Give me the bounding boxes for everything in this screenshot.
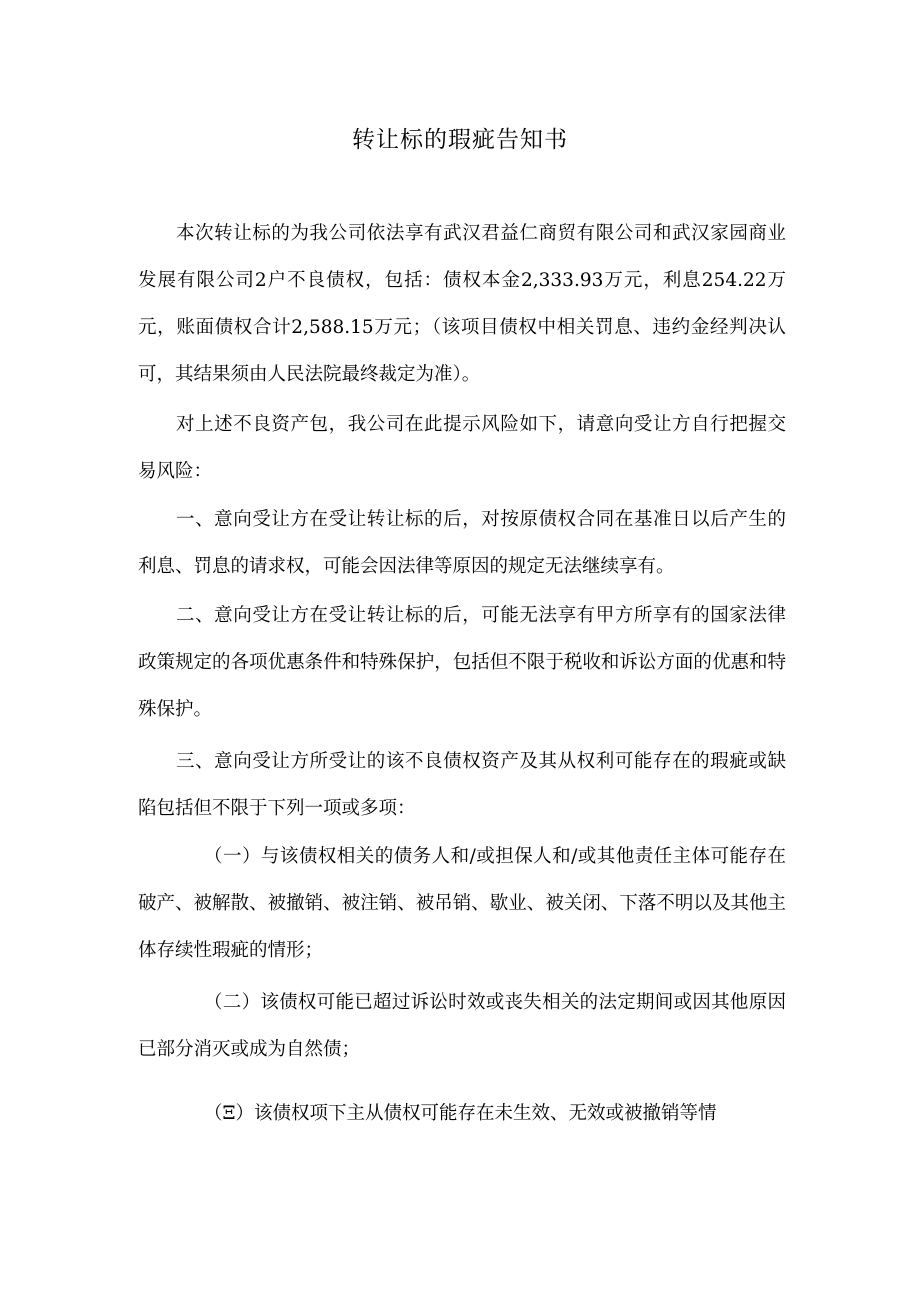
paragraph-subitem-1: （一）与该债权相关的债务人和/或担保人和/或其他责任主体可能存在破产、被解散、被撤销、被注销、被吊销、歇业、被关闭、下落不明以及其他主体存续性瑕疵的情形； bbox=[138, 846, 786, 961]
paragraph-risk-notice: 对上述不良资产包，我公司在此提示风险如下，请意向受让方自行把握交易风险： bbox=[138, 414, 786, 482]
paragraph-intro: 本次转让标的为我公司依法享有武汉君益仁商贸有限公司和武汉家园商业发展有限公司2户不良债权，包括：债权本金2,333.93万元，利息254.22万元，账面债权合计2,588.15万元；（该项目债权中相关罚息、违约金经判决认可，其结果须由人民法院最终裁定为准）。 bbox=[138, 223, 786, 385]
paragraph-subitem-2: （二）该债权可能已超过诉讼时效或丧失相关的法定期间或因其他原因已部分消灭或成为自然债； bbox=[138, 992, 786, 1060]
document-title: 转让标的瑕疵告知书 bbox=[352, 127, 568, 153]
paragraph-item-3: 三、意向受让方所受让的该不良债权资产及其从权利可能存在的瑕疵或缺陷包括但不限于下列一项或多项： bbox=[138, 751, 786, 819]
paragraph-item-2: 二、意向受让方在受让转让标的后，可能无法享有甲方所享有的国家法律政策规定的各项优惠条件和特殊保护，包括但不限于税收和诉讼方面的优惠和特殊保护。 bbox=[138, 605, 786, 720]
paragraph-item-1: 一、意向受让方在受让转让标的后，对按原债权合同在基准日以后产生的利息、罚息的请求权，可能会因法律等原因的规定无法继续享有。 bbox=[138, 509, 786, 577]
paragraph-subitem-3: （Ξ）该债权项下主从债权可能存在未生效、无效或被撤销等情 bbox=[204, 1103, 717, 1124]
